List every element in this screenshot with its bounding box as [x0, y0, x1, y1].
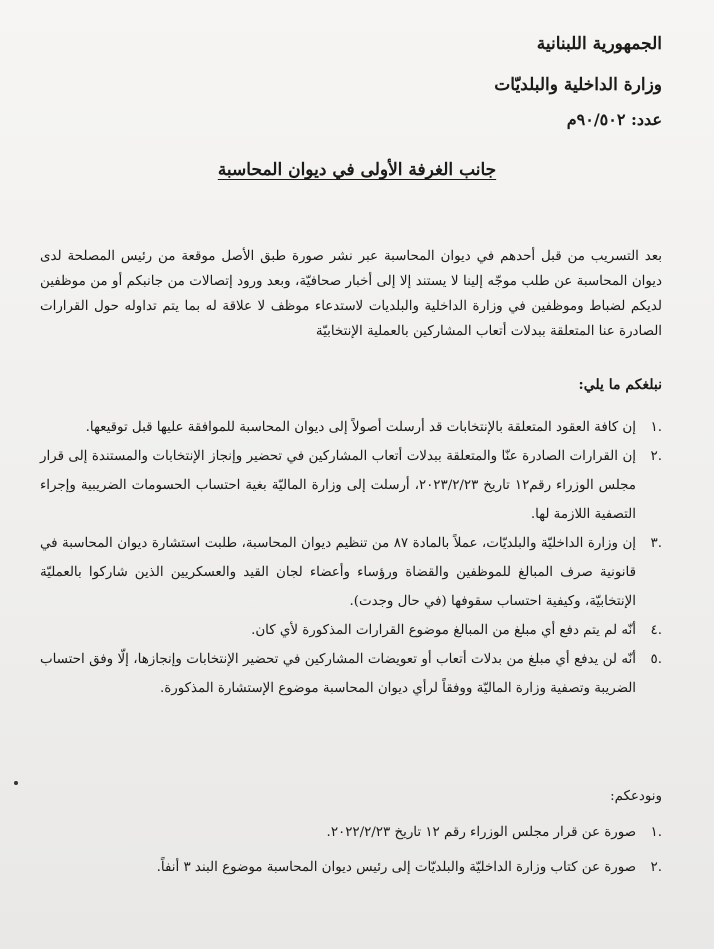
reference-number: عدد: ٩٠/٥٠٢م: [566, 110, 662, 129]
list-item: [40, 616, 662, 645]
item-number: .١: [650, 825, 662, 840]
item-text: أنّه لم يتم دفع أي مبلغ من المبالغ موضوع القرارات المذكورة لأي كان.: [251, 623, 636, 638]
stray-mark: [14, 781, 18, 785]
item-text: إن كافة العقود المتعلقة بالإنتخابات قد أرسلت أصولاً إلى ديوان المحاسبة للموافقة عليها قبل توقيعها.: [85, 420, 636, 435]
item-text: صورة عن كتاب وزارة الداخليّة والبلديّات إلى رئيس ديوان المحاسبة موضوع البند ٣ أنفاً.: [156, 860, 636, 875]
notify-line: نبلغكم ما يلي:: [578, 377, 662, 393]
ministry-header: وزارة الداخلية والبلديّات: [494, 75, 662, 95]
item-number: .٣: [650, 536, 662, 551]
item-text: إن وزارة الداخليّة والبلديّات، عملاً بالمادة ٨٧ من تنظيم ديوان المحاسبة، طلبت استشارة ديوان المحاسبة في قانونية صرف المبالغ للموظفين والقضاة ورؤساء وأعضاء لجان القيد والعسكريين الذين شاركوا بالعمليّة الإنتخابيّة، وكيفية احتساب سقوفها (في حال وجدت).: [40, 536, 636, 609]
list-item: [40, 818, 662, 847]
item-text: أنّه لن يدفع أي مبلغ من بدلات أتعاب أو تعويضات المشاركين في تحضير الإنتخابات وإنجازها، إلّا وفق احتساب الضريبة وتصفية وزارة الماليّة ووفقاً لرأي ديوان المحاسبة موضوع الإستشارة المذكورة.: [40, 652, 636, 696]
republic-header: الجمهورية اللبنانية: [536, 34, 662, 54]
item-number: .٥: [650, 652, 662, 667]
intro-paragraph: بعد التسريب من قبل أحدهم في ديوان المحاسبة عبر نشر صورة طبق الأصل موقعة من رئيس المصلحة لدى ديوان المحاسبة عن طلب موجّه إلينا لا يستند إلا إلى أخبار صحافيّة، وبعد ورود إتصالات من جانبكم أو من موظفين لديكم لضباط وموظفين في وزارة الداخلية والبلديات لاستدعاء موظف لا علاقة له بما يتم تداوله حول القرارات الصادرة عنا المتعلقة ببدلات أتعاب المشاركين بالعملية الإنتخابيّة: [40, 249, 662, 339]
list-item: [40, 645, 662, 703]
list-item: [40, 529, 662, 616]
enclosures-title: ونودعكم:: [610, 789, 662, 804]
item-number: .٢: [650, 449, 662, 464]
item-number: .٢: [650, 860, 662, 875]
item-text: صورة عن قرار مجلس الوزراء رقم ١٢ تاريخ ٢٠٢٢/٢/٢٣.: [326, 825, 636, 840]
enclosures-list: [40, 818, 662, 888]
list-item: [40, 853, 662, 882]
item-number: .١: [650, 420, 662, 435]
list-item: [40, 442, 662, 529]
item-number: .٤: [650, 623, 662, 638]
item-text: إن القرارات الصادرة عنّا والمتعلقة ببدلات أتعاب المشاركين في تحضير وإنجاز الإنتخابات والمستندة إلى قرار مجلس الوزراء رقم١٢ تاريخ ٢٠٢٣/٢/٢٣، أرسلت إلى وزارة الماليّة بغية احتساب الحسومات الضريبية وإجراء التصفية اللازمة لها.: [40, 449, 636, 522]
points-list: [40, 413, 662, 703]
letter-addressee-title: جانب الغرفة الأولى في ديوان المحاسبة: [217, 160, 497, 180]
list-item: [40, 413, 662, 442]
